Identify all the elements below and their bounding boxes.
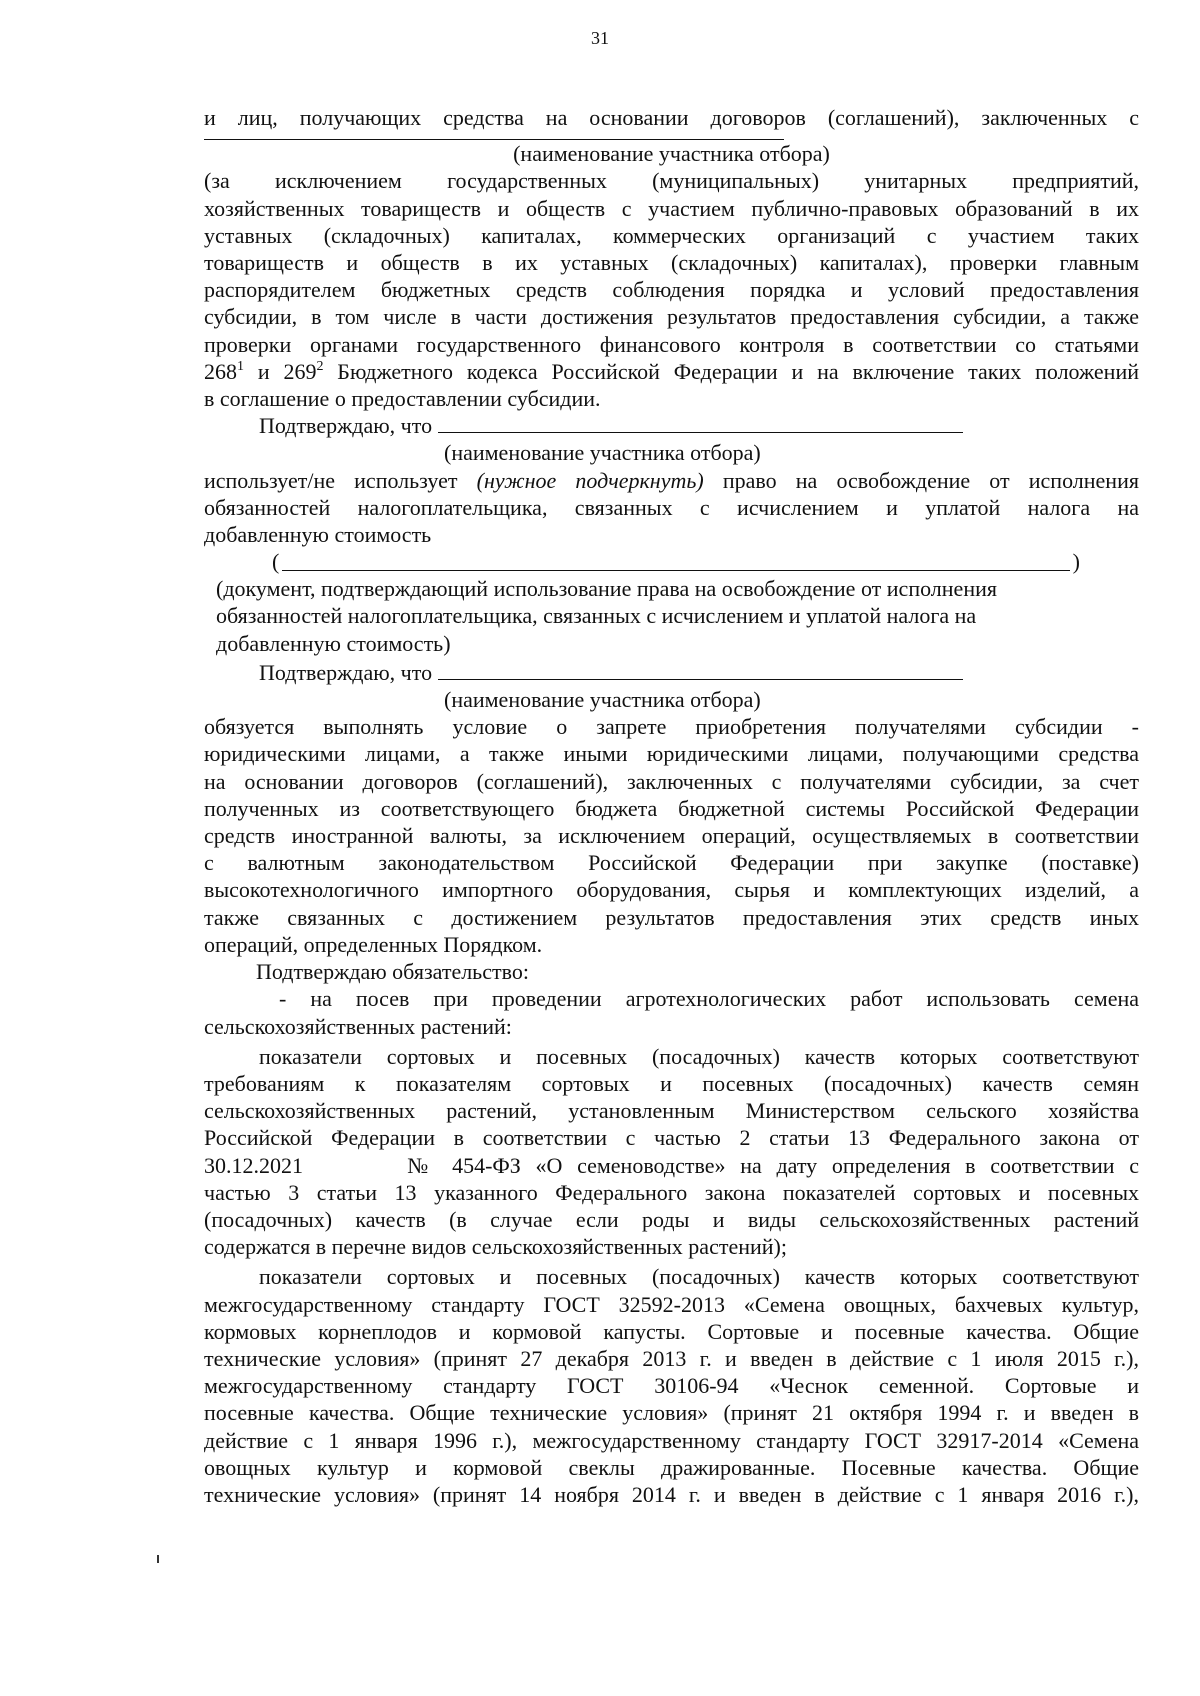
confirm1-lead-line (204, 412, 1139, 439)
sub1-line: показатели сортовых и посевных (посадочных) качеств которых соответствуют (259, 1043, 1139, 1069)
confirm1-uses-note: (нужное подчеркнуть) (476, 467, 704, 493)
obligation-item-last: сельскохозяйственных растений: (204, 1013, 512, 1039)
sub2-line: действие с 1 января 1996 г.), межгосударственному стандарту ГОСТ 32917-2014 «Семена (204, 1427, 1139, 1453)
doc-caption-line: обязанностей налогоплательщика, связанных с исчислением и уплатой налога на (216, 603, 977, 629)
confirm2-line: с валютным законодательством Российской Федерации при закупке (поставке) (204, 850, 1139, 876)
articles-and: и (244, 358, 284, 384)
sub2-line: овощных культур и кормовой свеклы дражированные. Посевные качества. Общие (204, 1454, 1139, 1480)
paren-close: ) (1072, 549, 1080, 575)
confirm2-line: полученных из соответствующего бюджета бюджетной системы Российской Федерации (204, 795, 1139, 821)
confirm1-caption: (наименование участника отбора) (444, 440, 761, 466)
article-268-sup: 1 (237, 358, 244, 374)
obligation-lead: Подтверждаю обязательство: (256, 959, 529, 985)
sub1-line: частью 3 статьи 13 указанного Федерального закона показателей сортовых и посевных (204, 1179, 1139, 1205)
sub2-line: кормовых корнеплодов и кормовой капусты. Сортовые и посевные качества. Общие (204, 1318, 1139, 1344)
confirm2-lead: Подтверждаю, что (259, 659, 433, 685)
sub2-line: технические условия» (принят 27 декабря 2013 г. и введен в действие с 1 июля 2015 г.), (204, 1345, 1139, 1371)
confirm2-line: на основании договоров (соглашений), заключенных с получателями субсидии, за счет (204, 768, 1139, 794)
para2-line: уставных (складочных) капиталах, коммерческих организаций с участием таких (204, 222, 1139, 248)
para2-line: субсидии, в том числе в части достижения результатов предоставления субсидии, а также (204, 304, 1139, 330)
confirm1-uses-line (204, 467, 1139, 494)
paren-open: ( (272, 549, 280, 575)
para2-line: товариществ и обществ в их уставных (складочных) капиталах), проверки главным (204, 250, 1139, 276)
sub2-line: посевные качества. Общие технические условия» (принят 21 октября 1994 г. и введен в (204, 1400, 1139, 1426)
confirm1-uses-a: использует/не использует (204, 467, 477, 493)
confirm2-lead-line (204, 659, 1139, 686)
para2-line: (за исключением государственных (муниципальных) унитарных предприятий, (204, 168, 1139, 194)
confirm1-uses-b: право на освобождение от исполнения (703, 467, 1139, 493)
sub1-line: сельскохозяйственных растений, установленным Министерством сельского хозяйства (204, 1098, 1139, 1124)
sub1-block (204, 1043, 1139, 1261)
sub1-date-line (204, 1152, 1139, 1179)
doc-caption-line: (документ, подтверждающий использование права на освобождение от исполнения (216, 576, 997, 602)
para2-last-line: в соглашение о предоставлении субсидии. (204, 386, 601, 412)
sub1-line: требованиям к показателям сортовых и посевных (посадочных) качеств семян (204, 1070, 1139, 1096)
scan-mark (157, 1555, 159, 1563)
para2-block (204, 167, 1139, 412)
article-268: 268 (204, 358, 237, 384)
article-269-sup: 2 (316, 358, 324, 374)
sub2-line: показатели сортовых и посевных (посадочных) качеств которых соответствуют (259, 1264, 1139, 1290)
document-blank-line[interactable] (272, 548, 1080, 575)
confirm2-line: также связанных с достижением результатов предоставления этих средств иных (204, 904, 1139, 930)
confirm2-caption: (наименование участника отбора) (444, 687, 761, 713)
confirm1-line2: обязанностей налогоплательщика, связанных с исчислением и уплатой налога на (204, 494, 1139, 520)
para1-caption: (наименование участника отбора) (513, 141, 830, 167)
sub1-line: Российской Федерации в соответствии с частью 2 статьи 13 Федерального закона от (204, 1125, 1139, 1151)
confirm2-block (204, 713, 1139, 958)
obligation-item-line: - на посев при проведении агротехнологических работ использовать семена (279, 986, 1139, 1012)
blank-line-participant-2[interactable] (438, 659, 963, 680)
sub1-line: (посадочных) качеств (в случае если роды и виды сельскохозяйственных растений (204, 1206, 1139, 1232)
confirm2-last-line: операций, определенных Порядком. (204, 931, 543, 957)
blank-line-participant-1[interactable] (438, 412, 963, 433)
para2-articles-line (204, 358, 1139, 385)
confirm1-lead: Подтверждаю, что (259, 413, 433, 439)
sub2-line: технические условия» (принят 14 ноября 2014 г. и введен в действие с 1 января 2016 г.), (204, 1481, 1139, 1507)
sub2-line: межгосударственному стандарту ГОСТ 30106-94 «Чеснок семенной. Сортовые и (204, 1373, 1139, 1399)
confirm2-line: средств иностранной валюты, за исключением операций, осуществляемых в соответствии (204, 823, 1139, 849)
confirm2-line: юридическими лицами, а также иными юридическими лицами, получающими средства (204, 741, 1139, 767)
sub2-line: межгосударственному стандарту ГОСТ 32592-2013 «Семена овощных, бахчевых культур, (204, 1291, 1139, 1317)
para2-line: хозяйственных товариществ и обществ с участием публично-правовых образований в их (204, 195, 1139, 221)
confirm2-line: обязуется выполнять условие о запрете приобретения получателями субсидии - (204, 714, 1139, 740)
confirm2-line: высокотехнологичного импортного оборудования, сырья и комплектующих изделий, а (204, 877, 1139, 903)
document-blank-rule (282, 570, 1070, 571)
sub2-block (204, 1263, 1139, 1508)
sub1-last-line: содержатся в перечне видов сельскохозяйственных растений); (204, 1234, 787, 1260)
page-number: 31 (591, 28, 609, 48)
sub1-date-rest: № 454-ФЗ «О семеноводстве» на дату определения в соответствии с (398, 1152, 1139, 1178)
doc-caption-line: добавленную стоимость) (216, 630, 451, 656)
articles-tail: Бюджетного кодекса Российской Федерации и на включение таких положений (323, 358, 1139, 384)
sub1-date: 30.12.2021 (204, 1152, 303, 1178)
document-body (204, 104, 1139, 1508)
para1-line: и лиц, получающих средства на основании договоров (соглашений), заключенных с (204, 105, 1139, 130)
article-269: 269 (283, 358, 317, 384)
confirm1-line3: добавленную стоимость (204, 522, 432, 548)
para2-line: распорядителем бюджетных средств соблюдения порядка и условий предоставления (204, 277, 1139, 303)
para2-line: проверки органами государственного финансового контроля в соответствии со статьями (204, 331, 1139, 357)
